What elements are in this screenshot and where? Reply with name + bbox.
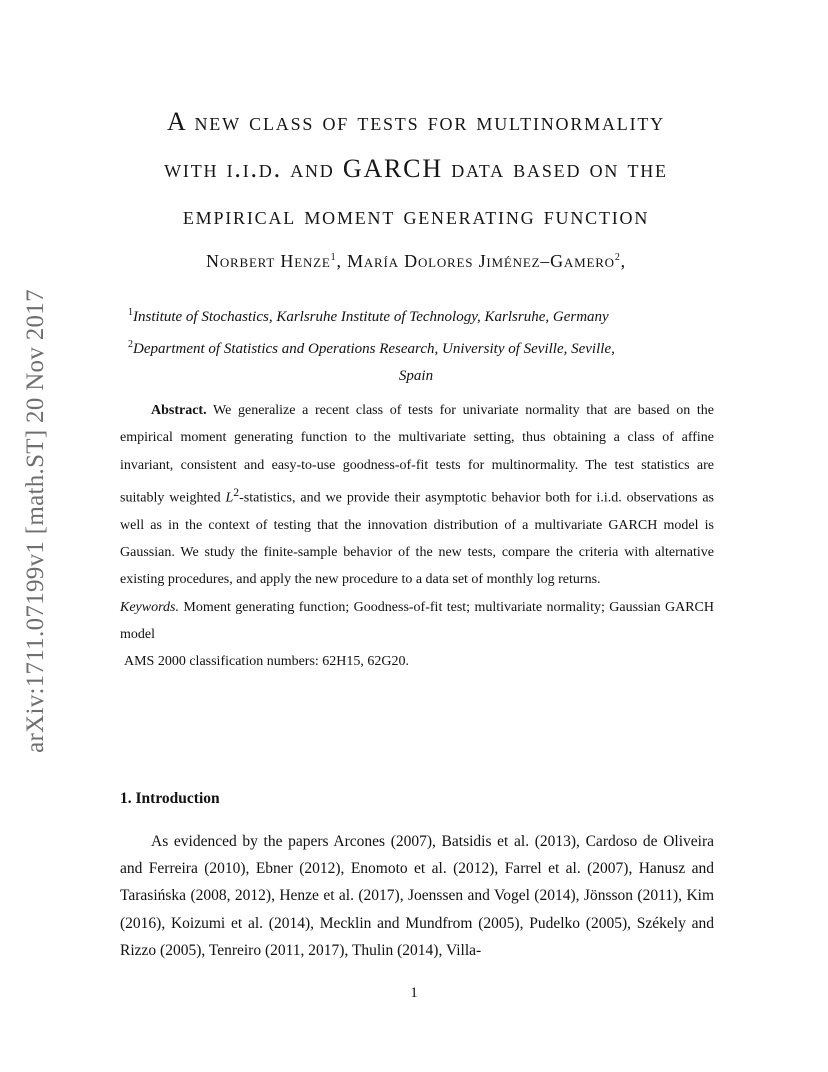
author-2: María Dolores Jiménez–Gamero: [347, 251, 615, 271]
title-line-3: empirical moment generating function: [182, 201, 650, 230]
ams-classification: AMS 2000 classification numbers: 62H15, 62G20.: [124, 654, 410, 670]
abstract-text-2: -statistics, and we provide their asymptotic behavior both for i.i.d. observations as well as in the context of testing that the innovation distribution of a multivariate GARCH model is Gaussian. We study the finite-sample behavior of the new tests, compare the criteria with alternative existing procedures, and apply the new procedure to a data set of monthly log returns.: [120, 490, 714, 588]
section-heading-introduction: 1. Introduction: [120, 790, 220, 807]
affiliations: [128, 299, 704, 390]
arxiv-stamp: arXiv:1711.07199v1 [math.ST] 20 Nov 2017: [22, 289, 49, 753]
introduction-body: [120, 828, 714, 964]
abstract-paragraph: [120, 397, 714, 594]
page-number: 1: [410, 985, 418, 1001]
author-list: [100, 251, 732, 272]
affiliation-2-num: 2: [128, 339, 133, 350]
author-trail: ,: [620, 251, 626, 271]
title-line-1: A new class of tests for multinormality: [167, 107, 665, 136]
affiliation-1-text: Institute of Stochastics, Karlsruhe Institute of Technology, Karlsruhe, Germany: [133, 309, 609, 325]
l2-superscript: 2: [233, 485, 240, 499]
paper-title: [100, 98, 732, 239]
keywords-text: Moment generating function; Goodness-of-fit test; multivariate normality; Gaussian GARCH model: [120, 599, 714, 643]
abstract: [120, 397, 714, 676]
affiliation-2: [128, 331, 704, 363]
affiliation-2-text: Department of Statistics and Operations Research, University of Seville, Seville,: [133, 341, 615, 357]
abstract-label: Abstract.: [151, 403, 207, 418]
keywords: [120, 594, 714, 649]
abstract-text-1: We generalize a recent class of tests for univariate normality that are based on the empirical moment generating function to the multivariate setting, thus obtaining a class of affine invariant, consistent and easy-to-use goodness-of-fit tests for multinormality. The test statistics are suitably weighted: [120, 403, 714, 506]
author-1: Norbert Henze: [206, 251, 331, 271]
author-2-sup: 2: [614, 252, 621, 263]
author-separator: ,: [336, 251, 348, 271]
keywords-label: Keywords.: [120, 599, 179, 615]
l2-symbol: L: [225, 490, 234, 506]
title-line-2: with i.i.d. and GARCH data based on the: [164, 154, 668, 183]
affiliation-1: [128, 299, 704, 331]
introduction-paragraph: As evidenced by the papers Arcones (2007), Batsidis et al. (2013), Cardoso de Oliveira and Ferreira (2010), Ebner (2012), Enomoto et al. (2012), Farrel et al. (2007), Hanusz and Tarasińska (2008, 2012), Henze et al. (2017), Joenssen and Vogel (2014), Jönsson (2011), Kim (2016), Koizumi et al. (2014), Mecklin and Mundfrom (2005), Pudelko (2005), Székely and Rizzo (2005), Tenreiro (2011, 2017), Thulin (2014), Villa-: [120, 833, 714, 959]
affiliation-1-num: 1: [128, 307, 133, 318]
affiliation-2-cont: Spain: [398, 368, 434, 384]
author-1-sup: 1: [330, 252, 337, 263]
